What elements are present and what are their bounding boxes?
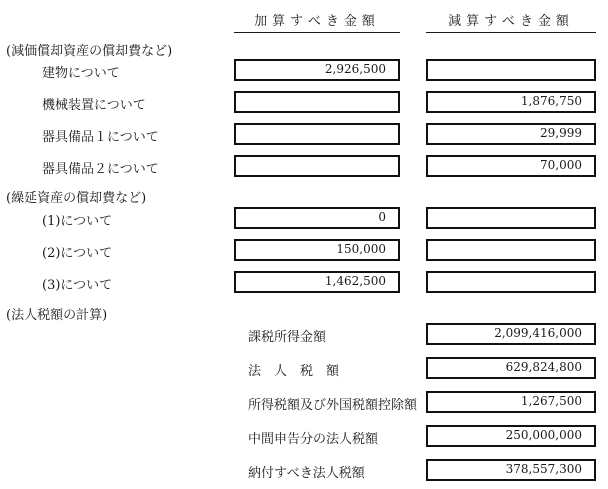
add-amount-machinery[interactable]: [234, 91, 400, 113]
header-add-amount: 加算すべき金額: [234, 10, 400, 33]
tax-value-corporate-tax[interactable]: 629,824,800: [426, 357, 596, 379]
row-label-deferred-1: (1)について: [42, 214, 113, 229]
tax-label-taxable-income: 課税所得金額: [248, 330, 327, 345]
tax-value-tax-credit[interactable]: 1,267,500: [426, 391, 596, 413]
row-label-deferred-2: (2)について: [42, 246, 113, 261]
tax-label-tax-credit: 所得税額及び外国税額控除額: [248, 398, 418, 413]
tax-label-corporate-tax: 法 人 税 額: [248, 364, 340, 379]
subtract-amount-equipment-2[interactable]: 70,000: [426, 155, 596, 177]
tax-value-payable-tax[interactable]: 378,557,300: [426, 459, 596, 481]
tax-value-interim-tax[interactable]: 250,000,000: [426, 425, 596, 447]
add-amount-equipment-2[interactable]: [234, 155, 400, 177]
tax-label-payable-tax: 納付すべき法人税額: [248, 466, 365, 481]
add-amount-equipment-1[interactable]: [234, 123, 400, 145]
section-deferred-title: (繰延資産の償却費など): [6, 191, 147, 206]
row-label-equipment-2: 器具備品２について: [42, 162, 159, 177]
row-label-equipment-1: 器具備品１について: [42, 130, 159, 145]
header-subtract-amount: 減算すべき金額: [426, 10, 596, 33]
add-amount-deferred-3[interactable]: 1,462,500: [234, 271, 400, 293]
subtract-amount-building[interactable]: [426, 59, 596, 81]
tax-value-taxable-income[interactable]: 2,099,416,000: [426, 323, 596, 345]
subtract-amount-deferred-2[interactable]: [426, 239, 596, 261]
tax-label-interim-tax: 中間申告分の法人税額: [248, 432, 379, 447]
add-amount-building[interactable]: 2,926,500: [234, 59, 400, 81]
row-label-building: 建物について: [42, 66, 120, 81]
add-amount-deferred-1[interactable]: 0: [234, 207, 400, 229]
row-label-deferred-3: (3)について: [42, 278, 113, 293]
add-amount-deferred-2[interactable]: 150,000: [234, 239, 400, 261]
subtract-amount-deferred-3[interactable]: [426, 271, 596, 293]
subtract-amount-deferred-1[interactable]: [426, 207, 596, 229]
subtract-amount-equipment-1[interactable]: 29,999: [426, 123, 596, 145]
section-tax-title: (法人税額の計算): [6, 308, 108, 323]
row-label-machinery: 機械装置について: [42, 98, 146, 113]
subtract-amount-machinery[interactable]: 1,876,750: [426, 91, 596, 113]
section-depreciation-title: (減価償却資産の償却費など): [6, 44, 173, 59]
